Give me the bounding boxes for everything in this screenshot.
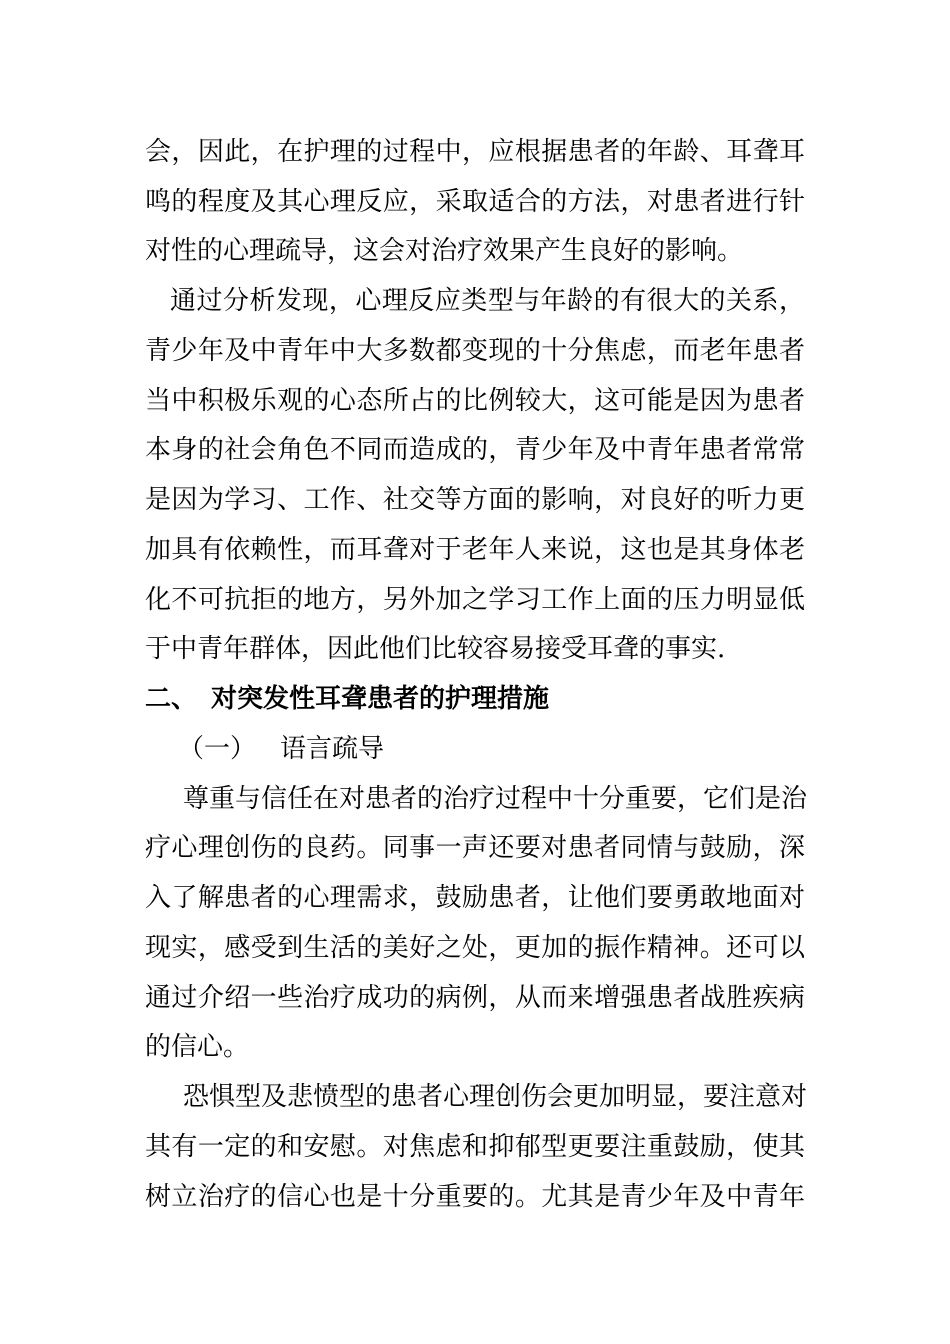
paragraph-line: 化不可抗拒的地方，另外加之学习工作上面的压力明显低 — [145, 585, 805, 615]
paragraph-line: 于中青年群体，因此他们比较容易接受耳聋的事实. — [145, 634, 726, 664]
paragraph-line: 是因为学习、工作、社交等方面的影响，对良好的听力更 — [145, 485, 805, 515]
paragraph-line: 通过介绍一些治疗成功的病例，从而来增强患者战胜疾病 — [145, 983, 805, 1013]
subsection-heading — [178, 732, 384, 766]
paragraph-line: 疗心理创伤的良药。同事一声还要对患者同情与鼓励，深 — [145, 833, 805, 863]
paragraph-line: 入了解患者的心理需求，鼓励患者，让他们要勇敢地面对 — [145, 883, 805, 913]
paragraph-line: 对性的心理疏导，这会对治疗效果产生良好的影响。 — [145, 236, 744, 266]
paragraph-line: 当中积极乐观的心态所占的比例较大，这可能是因为患者 — [145, 386, 805, 416]
section-title: 对突发性耳聋患者的护理措施 — [211, 684, 550, 714]
paragraph-line: 尊重与信任在对患者的治疗过程中十分重要，它们是治 — [183, 784, 808, 814]
paragraph-line: 青少年及中青年中大多数都变现的十分焦虑，而老年患者 — [145, 336, 805, 366]
paragraph-line: 的信心。 — [145, 1032, 250, 1062]
section-number: 二、 — [145, 684, 198, 714]
paragraph-line: 恐惧型及悲愤型的患者心理创伤会更加明显，要注意对 — [183, 1082, 808, 1112]
paragraph-line: 其有一定的和安慰。对焦虑和抑郁型更要注重鼓励，使其 — [145, 1132, 805, 1162]
subsection-title: 语言疏导 — [280, 734, 385, 764]
paragraph-line: 加具有依赖性，而耳聋对于老年人来说，这也是其身体老 — [145, 535, 805, 565]
section-heading — [145, 682, 549, 716]
paragraph-line: 鸣的程度及其心理反应，采取适合的方法，对患者进行针 — [145, 187, 805, 217]
paragraph-line: 现实，感受到生活的美好之处，更加的振作精神。还可以 — [145, 933, 805, 963]
paragraph-line: 树立治疗的信心也是十分重要的。尤其是青少年及中青年 — [145, 1182, 805, 1212]
subsection-number: （一） — [178, 734, 257, 764]
paragraph-line: 本身的社会角色不同而造成的，青少年及中青年患者常常 — [145, 435, 805, 465]
paragraph-line: 通过分析发现，心理反应类型与年龄的有很大的关系， — [170, 286, 805, 316]
paragraph-line: 会，因此，在护理的过程中，应根据患者的年龄、耳聋耳 — [145, 137, 805, 167]
